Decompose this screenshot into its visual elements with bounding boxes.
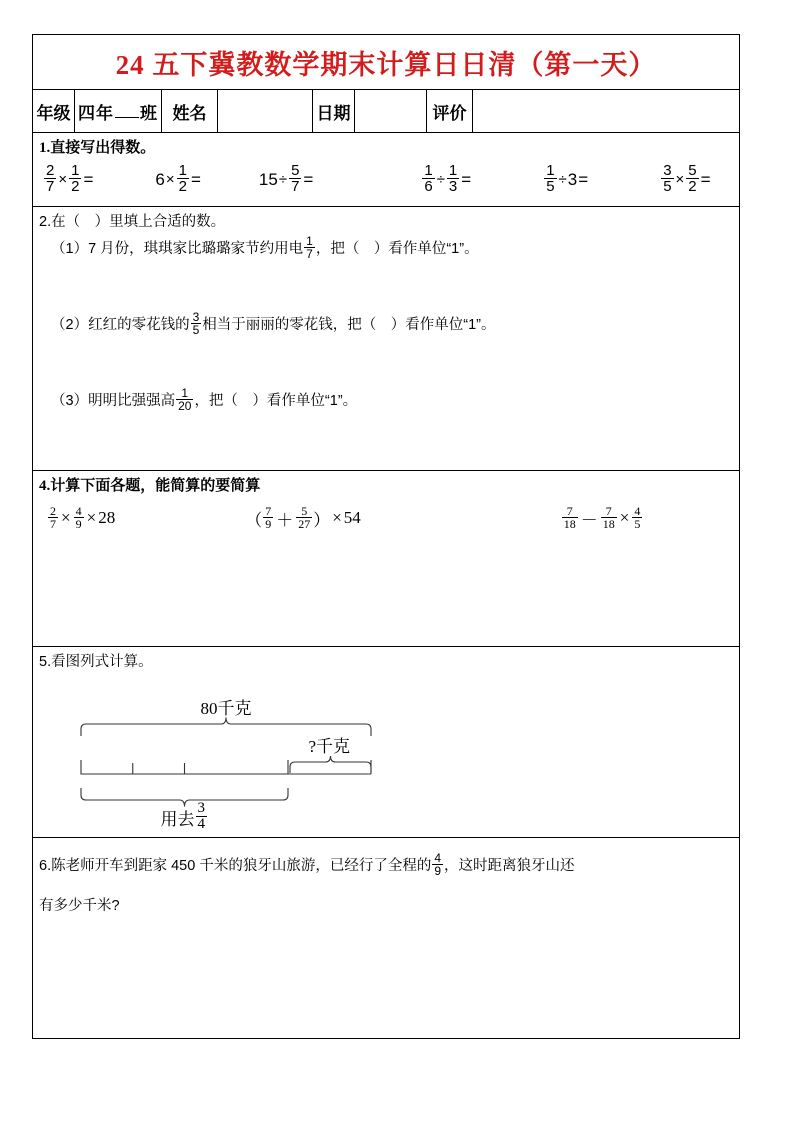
fill-blank-item	[33, 309, 739, 388]
fraction-denominator: 7	[50, 516, 56, 531]
item-text-before: （1）7 月份，琪琪家比璐璐家节约用电	[51, 240, 304, 257]
fraction	[176, 387, 193, 412]
computation-problem	[245, 503, 361, 531]
oral-problem	[259, 164, 313, 196]
grade-value-cell[interactable]	[75, 90, 162, 132]
student-info-row	[33, 90, 739, 133]
fraction-denominator: 5	[192, 323, 200, 338]
oral-problem	[421, 164, 471, 196]
page-title: 24 五下冀教数学期末计算日日清（第一天）	[115, 49, 657, 80]
fraction-denominator: 5	[663, 178, 672, 196]
oral-problem	[543, 164, 588, 196]
operator: ＋	[276, 510, 294, 530]
grade-value-suffix: 班	[140, 103, 158, 123]
fraction-numerator: 4	[434, 850, 442, 865]
fill-blank-item	[33, 233, 739, 312]
section-4-title: 4.计算下面各题，能简算的要简算	[39, 477, 261, 494]
fraction	[263, 505, 273, 530]
fraction	[686, 163, 698, 195]
operand: 6	[155, 169, 165, 189]
fraction-denominator: 7	[46, 178, 55, 196]
fraction-denominator: 9	[75, 516, 82, 531]
used-label	[160, 799, 209, 834]
computation-problem	[561, 503, 644, 531]
fraction-numerator: 7	[566, 503, 573, 518]
fraction	[562, 505, 578, 530]
fraction-numerator: 2	[50, 503, 56, 518]
fraction	[661, 163, 673, 195]
fraction-numerator: 4	[634, 503, 641, 518]
item-text	[51, 233, 479, 262]
date-label: 日期	[313, 90, 355, 132]
fraction-denominator: 2	[178, 178, 187, 196]
fraction-denominator: 18	[602, 516, 615, 531]
fraction-numerator: 1	[71, 162, 80, 179]
operator: ×	[165, 171, 175, 189]
equals-sign: =	[303, 169, 314, 189]
fraction	[289, 163, 301, 195]
fraction-denominator: 7	[306, 247, 313, 262]
operand: 54	[343, 508, 361, 528]
operator: ÷	[278, 171, 288, 189]
section-4-problem-list	[33, 496, 739, 646]
operator: ×	[619, 508, 630, 528]
date-input-cell[interactable]	[355, 90, 427, 132]
fill-blank-item	[33, 385, 739, 464]
section-oral-calculation	[33, 133, 739, 206]
word-problem-line	[39, 886, 575, 926]
fraction	[191, 311, 202, 336]
fraction-numerator: 1	[181, 385, 189, 400]
line-text-after: ，这时距离狼牙山还	[444, 857, 575, 874]
equals-sign: =	[190, 169, 201, 189]
item-text-before: （3）明明比强强高	[51, 392, 176, 409]
evaluation-input-cell[interactable]	[473, 90, 739, 132]
fraction	[422, 163, 434, 195]
worksheet-table	[32, 34, 740, 1039]
section-1-row	[33, 133, 739, 207]
fraction-denominator: 18	[563, 516, 576, 531]
fraction	[304, 235, 315, 260]
operator: ×	[332, 508, 342, 528]
fraction-numerator: 2	[46, 162, 55, 179]
operator: ×	[61, 508, 71, 528]
fraction	[632, 505, 642, 530]
item-text-after: ，把（ ）看作单位“1”。	[315, 240, 479, 257]
computation-problem	[47, 503, 116, 531]
fraction-denominator: 3	[448, 178, 458, 196]
section-2-title: 2.在（ ）里填上合适的数。	[39, 213, 226, 230]
fraction-numerator: 1	[546, 162, 555, 179]
fraction-numerator: 3	[192, 309, 200, 324]
oral-problem	[660, 164, 710, 196]
fraction-denominator: 20	[178, 399, 192, 414]
line-text-before: 6.陈老师开车到距家 450 千米的狼牙山旅游，已经行了全程的	[39, 857, 432, 874]
item-text-after: 相当于丽丽的零花钱，把（ ）看作单位“1”。	[202, 316, 496, 333]
fraction	[601, 505, 617, 530]
item-text	[51, 309, 496, 338]
fraction-numerator: 7	[265, 503, 272, 518]
grade-value-prefix: 四年	[78, 103, 114, 123]
fraction-denominator: 5	[546, 178, 555, 196]
fraction-denominator: 2	[688, 178, 697, 196]
fraction-denominator: 9	[434, 864, 442, 879]
total-label	[201, 694, 252, 719]
fraction-denominator: 4	[197, 815, 205, 832]
fraction-denominator: 6	[424, 178, 433, 196]
fraction-numerator: 1	[424, 162, 433, 179]
equals-sign: =	[578, 169, 589, 189]
fraction-numerator: 5	[301, 503, 308, 518]
item-text-before: （2）红红的零花钱的	[51, 316, 190, 333]
name-label: 姓名	[162, 90, 218, 132]
fraction	[432, 852, 443, 877]
fraction	[44, 163, 56, 195]
section-diagram-problem	[33, 647, 739, 837]
section-compute-simplify	[33, 471, 739, 646]
operator: －	[580, 510, 598, 530]
unknown-label	[309, 732, 351, 757]
operand: 3	[567, 169, 578, 189]
fraction-denominator: 7	[291, 178, 300, 196]
section-5-diagram-area	[33, 672, 739, 837]
fraction-numerator: 1	[178, 162, 187, 179]
fraction	[296, 505, 312, 530]
fraction	[196, 801, 208, 833]
item-text-after: ，把（ ）看作单位“1”。	[194, 392, 358, 409]
section-4-row	[33, 471, 739, 647]
label-text: 80千克	[200, 698, 252, 718]
fraction-numerator: 4	[75, 503, 82, 518]
fraction-numerator: 1	[448, 162, 458, 179]
section-2-row	[33, 207, 739, 471]
fraction-denominator: 9	[265, 516, 272, 531]
oral-problem	[43, 164, 93, 196]
line-text-before: 有多少千米?	[39, 897, 120, 914]
fraction-numerator: 5	[291, 162, 300, 179]
operator: ×	[58, 171, 68, 189]
operand: 15	[258, 169, 278, 189]
fraction-numerator: 1	[306, 233, 313, 248]
label-text: 用去	[160, 809, 195, 829]
fraction	[74, 505, 84, 530]
fraction	[177, 163, 189, 195]
name-input-cell[interactable]	[218, 90, 313, 132]
operator: ÷	[436, 171, 445, 189]
fraction	[69, 163, 81, 195]
fraction-numerator: 3	[197, 799, 205, 816]
fraction-numerator: 3	[663, 162, 672, 179]
grade-label: 年级	[33, 90, 75, 132]
fraction	[544, 163, 556, 195]
operator: ×	[86, 508, 97, 528]
operand: （	[245, 510, 263, 530]
section-word-problem	[33, 838, 583, 1038]
section-6-row	[33, 838, 739, 1038]
operator: ×	[675, 171, 685, 189]
unknown-brace	[290, 756, 371, 773]
equals-sign: =	[700, 169, 711, 189]
operand: 28	[98, 508, 116, 528]
oral-problem	[155, 164, 201, 196]
section-2-item-list	[33, 232, 739, 470]
bar-model-diagram	[53, 682, 383, 832]
fraction-numerator: 7	[605, 503, 612, 518]
fraction	[48, 505, 58, 530]
evaluation-label: 评价	[427, 90, 473, 132]
section-1-title: 1.直接写出得数。	[39, 140, 156, 156]
fraction-denominator: 5	[634, 516, 641, 531]
title-row	[33, 35, 739, 90]
section-1-problem-list	[33, 158, 739, 206]
operand: ）	[313, 510, 331, 530]
fraction-denominator: 27	[298, 516, 311, 531]
word-problem-line	[39, 846, 575, 886]
grade-blank-underline	[115, 104, 139, 118]
item-text	[51, 385, 358, 414]
fraction-denominator: 2	[71, 178, 80, 196]
equals-sign: =	[83, 169, 94, 189]
fraction	[447, 163, 459, 195]
section-fill-in-blank	[33, 207, 739, 470]
section-5-row	[33, 647, 739, 838]
fraction-numerator: 5	[688, 162, 697, 179]
label-text: ?千克	[308, 736, 351, 756]
section-5-title: 5.看图列式计算。	[39, 653, 153, 670]
equals-sign: =	[461, 169, 472, 189]
operator: ÷	[558, 171, 567, 189]
